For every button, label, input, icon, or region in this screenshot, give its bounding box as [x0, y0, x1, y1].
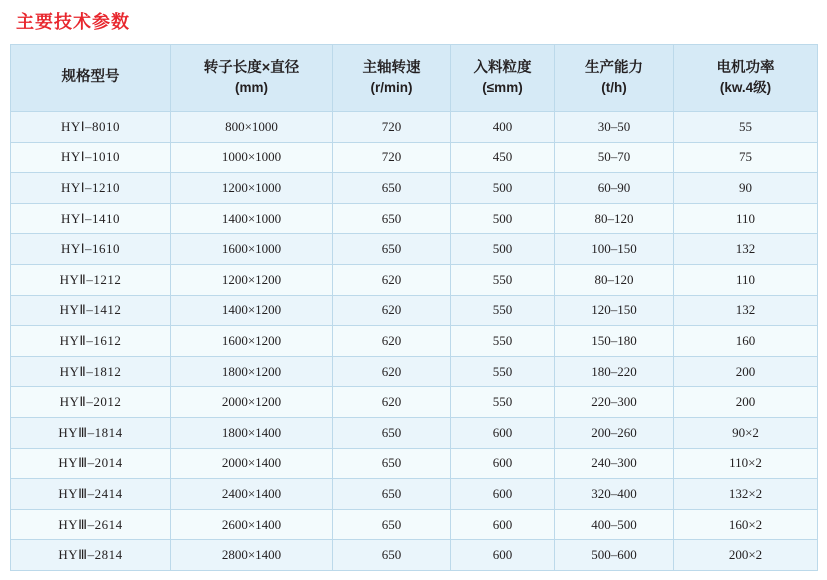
column-header-model — [11, 45, 171, 112]
page-title: 主要技术参数 — [16, 12, 130, 32]
cell-feed-size: 550 — [451, 387, 555, 418]
cell-spindle-speed: 650 — [333, 540, 451, 571]
cell-motor-power: 132×2 — [674, 479, 818, 510]
cell-spindle-speed: 720 — [333, 142, 451, 173]
cell-feed-size: 600 — [451, 509, 555, 540]
cell-rotor-size: 2000×1400 — [171, 448, 333, 479]
cell-feed-size: 550 — [451, 326, 555, 357]
cell-capacity: 180–220 — [555, 356, 674, 387]
cell-feed-size: 550 — [451, 356, 555, 387]
cell-model: HYⅢ–2414 — [11, 479, 171, 510]
cell-feed-size: 400 — [451, 112, 555, 143]
cell-capacity: 240–300 — [555, 448, 674, 479]
cell-spindle-speed: 620 — [333, 326, 451, 357]
cell-model: HYⅠ–1410 — [11, 203, 171, 234]
cell-motor-power: 200 — [674, 356, 818, 387]
cell-capacity: 60–90 — [555, 173, 674, 204]
table-row — [11, 356, 818, 387]
table-row — [11, 142, 818, 173]
cell-capacity: 30–50 — [555, 112, 674, 143]
column-header-motor-power-unit: (kw.4级) — [719, 79, 772, 95]
cell-spindle-speed: 650 — [333, 448, 451, 479]
cell-capacity: 400–500 — [555, 509, 674, 540]
column-header-capacity-main: 生产能力 — [585, 60, 643, 77]
table-body — [11, 112, 818, 571]
cell-spindle-speed: 650 — [333, 479, 451, 510]
cell-model: HYⅢ–1814 — [11, 417, 171, 448]
cell-rotor-size: 1400×1000 — [171, 203, 333, 234]
cell-model: HYⅠ–1010 — [11, 142, 171, 173]
table-row — [11, 234, 818, 265]
column-header-motor-power-main: 电机功率 — [716, 60, 775, 77]
table-header-row — [11, 45, 818, 112]
table-row — [11, 326, 818, 357]
column-header-spindle-speed — [333, 45, 451, 112]
column-header-rotor-size — [171, 45, 333, 112]
cell-model: HYⅠ–1210 — [11, 173, 171, 204]
table-row — [11, 112, 818, 143]
column-header-spindle-speed-main: 主轴转速 — [362, 60, 421, 77]
table-row — [11, 203, 818, 234]
cell-model: HYⅠ–8010 — [11, 112, 171, 143]
cell-spindle-speed: 650 — [333, 203, 451, 234]
cell-motor-power: 55 — [674, 112, 818, 143]
cell-rotor-size: 1800×1400 — [171, 417, 333, 448]
cell-rotor-size: 1600×1200 — [171, 326, 333, 357]
column-header-feed-size — [451, 45, 555, 112]
cell-model: HYⅡ–1812 — [11, 356, 171, 387]
cell-feed-size: 600 — [451, 448, 555, 479]
cell-model: HYⅢ–2814 — [11, 540, 171, 571]
cell-spindle-speed: 720 — [333, 112, 451, 143]
cell-capacity: 120–150 — [555, 295, 674, 326]
cell-model: HYⅡ–1212 — [11, 264, 171, 295]
cell-capacity: 80–120 — [555, 264, 674, 295]
column-header-spindle-speed-unit: (r/min) — [370, 79, 413, 95]
column-header-model-main: 规格型号 — [61, 69, 120, 86]
table-row — [11, 540, 818, 571]
cell-model: HYⅡ–2012 — [11, 387, 171, 418]
cell-rotor-size: 2000×1200 — [171, 387, 333, 418]
cell-spindle-speed: 620 — [333, 356, 451, 387]
cell-rotor-size: 800×1000 — [171, 112, 333, 143]
cell-motor-power: 110 — [674, 264, 818, 295]
cell-motor-power: 200×2 — [674, 540, 818, 571]
cell-model: HYⅡ–1412 — [11, 295, 171, 326]
cell-rotor-size: 2800×1400 — [171, 540, 333, 571]
cell-rotor-size: 1200×1200 — [171, 264, 333, 295]
cell-feed-size: 550 — [451, 295, 555, 326]
cell-spindle-speed: 650 — [333, 509, 451, 540]
cell-feed-size: 600 — [451, 417, 555, 448]
table-row — [11, 295, 818, 326]
cell-motor-power: 110 — [674, 203, 818, 234]
cell-spindle-speed: 650 — [333, 234, 451, 265]
column-header-capacity — [555, 45, 674, 112]
technical-parameters-table — [10, 44, 818, 571]
cell-feed-size: 550 — [451, 264, 555, 295]
cell-motor-power: 160 — [674, 326, 818, 357]
cell-feed-size: 600 — [451, 540, 555, 571]
table-row — [11, 479, 818, 510]
cell-motor-power: 132 — [674, 295, 818, 326]
column-header-capacity-unit: (t/h) — [601, 79, 627, 95]
cell-rotor-size: 2600×1400 — [171, 509, 333, 540]
cell-spindle-speed: 620 — [333, 295, 451, 326]
cell-feed-size: 500 — [451, 203, 555, 234]
cell-feed-size: 450 — [451, 142, 555, 173]
table-header — [11, 45, 818, 112]
cell-capacity: 220–300 — [555, 387, 674, 418]
cell-capacity: 80–120 — [555, 203, 674, 234]
cell-rotor-size: 1800×1200 — [171, 356, 333, 387]
cell-motor-power: 75 — [674, 142, 818, 173]
column-header-feed-size-main: 入料粒度 — [473, 60, 532, 77]
cell-capacity: 100–150 — [555, 234, 674, 265]
cell-rotor-size: 1600×1000 — [171, 234, 333, 265]
table-row — [11, 417, 818, 448]
cell-motor-power: 132 — [674, 234, 818, 265]
cell-motor-power: 160×2 — [674, 509, 818, 540]
table-row — [11, 387, 818, 418]
cell-capacity: 200–260 — [555, 417, 674, 448]
cell-motor-power: 110×2 — [674, 448, 818, 479]
cell-rotor-size: 1400×1200 — [171, 295, 333, 326]
cell-capacity: 320–400 — [555, 479, 674, 510]
cell-spindle-speed: 620 — [333, 387, 451, 418]
cell-spindle-speed: 650 — [333, 417, 451, 448]
table-row — [11, 173, 818, 204]
cell-motor-power: 200 — [674, 387, 818, 418]
column-header-feed-size-unit: (≤mm) — [482, 79, 523, 95]
cell-model: HYⅢ–2614 — [11, 509, 171, 540]
cell-rotor-size: 2400×1400 — [171, 479, 333, 510]
table-row — [11, 448, 818, 479]
cell-model: HYⅡ–1612 — [11, 326, 171, 357]
table-row — [11, 509, 818, 540]
cell-spindle-speed: 650 — [333, 173, 451, 204]
cell-motor-power: 90×2 — [674, 417, 818, 448]
cell-motor-power: 90 — [674, 173, 818, 204]
table-row — [11, 264, 818, 295]
column-header-motor-power — [674, 45, 818, 112]
cell-capacity: 150–180 — [555, 326, 674, 357]
column-header-rotor-size-main: 转子长度×直径 — [203, 60, 300, 77]
cell-capacity: 500–600 — [555, 540, 674, 571]
cell-spindle-speed: 620 — [333, 264, 451, 295]
column-header-rotor-size-unit: (mm) — [235, 79, 268, 95]
cell-model: HYⅢ–2014 — [11, 448, 171, 479]
cell-feed-size: 500 — [451, 234, 555, 265]
cell-model: HYⅠ–1610 — [11, 234, 171, 265]
cell-capacity: 50–70 — [555, 142, 674, 173]
cell-rotor-size: 1200×1000 — [171, 173, 333, 204]
cell-rotor-size: 1000×1000 — [171, 142, 333, 173]
cell-feed-size: 600 — [451, 479, 555, 510]
cell-feed-size: 500 — [451, 173, 555, 204]
